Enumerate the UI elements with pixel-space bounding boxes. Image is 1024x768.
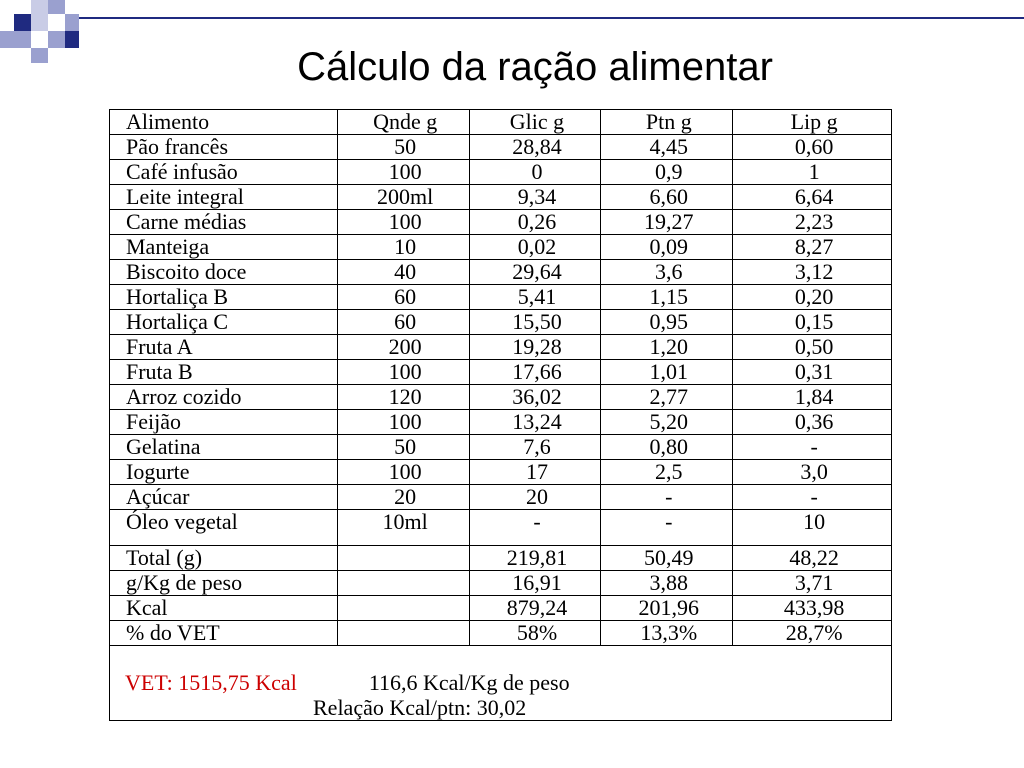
food-name: Arroz cozido — [110, 385, 338, 410]
table-row — [110, 410, 892, 435]
header-lipids: Lip g — [733, 110, 892, 135]
table-row — [110, 335, 892, 360]
lipids-cell: 6,64 — [733, 185, 892, 210]
food-name: Açúcar — [110, 485, 338, 510]
decorative-square — [31, 0, 48, 14]
carbs-cell: 15,50 — [469, 310, 601, 335]
decorative-square — [48, 0, 65, 14]
summary-lipids: 48,22 — [733, 546, 892, 571]
table-row — [110, 485, 892, 510]
table-row — [110, 185, 892, 210]
summary-row — [110, 546, 892, 571]
quantity-cell: 200ml — [337, 185, 469, 210]
quantity-cell: 60 — [337, 310, 469, 335]
food-name: Óleo vegetal — [110, 510, 338, 546]
kcal-per-kg: 116,6 Kcal/Kg de peso — [368, 670, 570, 695]
summary-protein: 13,3% — [601, 621, 733, 646]
carbs-cell: 7,6 — [469, 435, 601, 460]
food-name: Biscoito doce — [110, 260, 338, 285]
protein-cell: 1,01 — [601, 360, 733, 385]
food-name: Iogurte — [110, 460, 338, 485]
summary-label: Kcal — [110, 596, 338, 621]
table-row — [110, 310, 892, 335]
food-name: Feijão — [110, 410, 338, 435]
protein-cell: 19,27 — [601, 210, 733, 235]
summary-lipids: 3,71 — [733, 571, 892, 596]
table-row — [110, 510, 892, 546]
summary-protein: 201,96 — [601, 596, 733, 621]
food-name: Hortaliça C — [110, 310, 338, 335]
lipids-cell: 0,36 — [733, 410, 892, 435]
summary-empty-cell — [337, 571, 469, 596]
carbs-cell: 36,02 — [469, 385, 601, 410]
summary-row — [110, 571, 892, 596]
carbs-cell: 0,26 — [469, 210, 601, 235]
table-row — [110, 260, 892, 285]
footer-cell — [110, 646, 892, 721]
protein-cell: - — [601, 510, 733, 546]
lipids-cell: - — [733, 485, 892, 510]
carbs-cell: 17,66 — [469, 360, 601, 385]
decorative-square — [31, 14, 48, 31]
lipids-cell: 2,23 — [733, 210, 892, 235]
summary-empty-cell — [337, 596, 469, 621]
quantity-cell: 10 — [337, 235, 469, 260]
lipids-cell: 8,27 — [733, 235, 892, 260]
summary-lipids: 433,98 — [733, 596, 892, 621]
table-row — [110, 210, 892, 235]
lipids-cell: 0,60 — [733, 135, 892, 160]
protein-cell: 4,45 — [601, 135, 733, 160]
ration-table — [109, 109, 892, 721]
table-row — [110, 435, 892, 460]
quantity-cell: 200 — [337, 335, 469, 360]
food-name: Café infusão — [110, 160, 338, 185]
footer-row — [110, 646, 892, 721]
summary-empty-cell — [337, 621, 469, 646]
table-header-row — [110, 110, 892, 135]
food-name: Hortaliça B — [110, 285, 338, 310]
lipids-cell: 1 — [733, 160, 892, 185]
lipids-cell: 3,0 — [733, 460, 892, 485]
decorative-square — [14, 14, 31, 31]
decorative-line — [79, 17, 1024, 19]
summary-label: Total (g) — [110, 546, 338, 571]
summary-row — [110, 596, 892, 621]
carbs-cell: - — [469, 510, 601, 546]
lipids-cell: 3,12 — [733, 260, 892, 285]
protein-cell: 0,09 — [601, 235, 733, 260]
summary-carbs: 879,24 — [469, 596, 601, 621]
table-row — [110, 235, 892, 260]
quantity-cell: 50 — [337, 435, 469, 460]
food-name: Fruta A — [110, 335, 338, 360]
decorative-square — [65, 14, 79, 31]
lipids-cell: 0,15 — [733, 310, 892, 335]
table-row — [110, 460, 892, 485]
header-carbs: Glic g — [469, 110, 601, 135]
carbs-cell: 13,24 — [469, 410, 601, 435]
carbs-cell: 17 — [469, 460, 601, 485]
quantity-cell: 100 — [337, 460, 469, 485]
protein-cell: 6,60 — [601, 185, 733, 210]
kcal-protein-relation: Relação Kcal/ptn: 30,02 — [313, 695, 527, 720]
carbs-cell: 0,02 — [469, 235, 601, 260]
vet-line — [125, 672, 570, 694]
header-quantity: Qnde g — [337, 110, 469, 135]
food-name: Leite integral — [110, 185, 338, 210]
header-food: Alimento — [110, 110, 338, 135]
protein-cell: - — [601, 485, 733, 510]
protein-cell: 3,6 — [601, 260, 733, 285]
protein-cell: 2,77 — [601, 385, 733, 410]
quantity-cell: 50 — [337, 135, 469, 160]
lipids-cell: - — [733, 435, 892, 460]
summary-lipids: 28,7% — [733, 621, 892, 646]
carbs-cell: 5,41 — [469, 285, 601, 310]
protein-cell: 2,5 — [601, 460, 733, 485]
summary-label: g/Kg de peso — [110, 571, 338, 596]
quantity-cell: 100 — [337, 160, 469, 185]
quantity-cell: 10ml — [337, 510, 469, 546]
protein-cell: 1,15 — [601, 285, 733, 310]
food-name: Carne médias — [110, 210, 338, 235]
food-name: Fruta B — [110, 360, 338, 385]
food-name: Pão francês — [110, 135, 338, 160]
lipids-cell: 10 — [733, 510, 892, 546]
carbs-cell: 9,34 — [469, 185, 601, 210]
carbs-cell: 19,28 — [469, 335, 601, 360]
table-row — [110, 360, 892, 385]
quantity-cell: 100 — [337, 360, 469, 385]
summary-label: % do VET — [110, 621, 338, 646]
summary-carbs: 219,81 — [469, 546, 601, 571]
quantity-cell: 60 — [337, 285, 469, 310]
table-row — [110, 160, 892, 185]
vet-value: VET: 1515,75 Kcal — [125, 670, 297, 695]
quantity-cell: 120 — [337, 385, 469, 410]
carbs-cell: 0 — [469, 160, 601, 185]
lipids-cell: 1,84 — [733, 385, 892, 410]
protein-cell: 0,9 — [601, 160, 733, 185]
lipids-cell: 0,20 — [733, 285, 892, 310]
protein-cell: 1,20 — [601, 335, 733, 360]
lipids-cell: 0,50 — [733, 335, 892, 360]
quantity-cell: 20 — [337, 485, 469, 510]
lipids-cell: 0,31 — [733, 360, 892, 385]
food-name: Gelatina — [110, 435, 338, 460]
protein-cell: 0,95 — [601, 310, 733, 335]
carbs-cell: 29,64 — [469, 260, 601, 285]
summary-protein: 3,88 — [601, 571, 733, 596]
header-protein: Ptn g — [601, 110, 733, 135]
summary-carbs: 58% — [469, 621, 601, 646]
summary-empty-cell — [337, 546, 469, 571]
protein-cell: 0,80 — [601, 435, 733, 460]
summary-row — [110, 621, 892, 646]
quantity-cell: 100 — [337, 210, 469, 235]
summary-carbs: 16,91 — [469, 571, 601, 596]
food-name: Manteiga — [110, 235, 338, 260]
page-title: Cálculo da ração alimentar — [297, 45, 773, 89]
table-row — [110, 285, 892, 310]
carbs-cell: 20 — [469, 485, 601, 510]
table-row — [110, 385, 892, 410]
decorative-square — [48, 14, 65, 31]
footer-notes — [110, 646, 891, 720]
summary-protein: 50,49 — [601, 546, 733, 571]
quantity-cell: 40 — [337, 260, 469, 285]
quantity-cell: 100 — [337, 410, 469, 435]
protein-cell: 5,20 — [601, 410, 733, 435]
carbs-cell: 28,84 — [469, 135, 601, 160]
table-row — [110, 135, 892, 160]
